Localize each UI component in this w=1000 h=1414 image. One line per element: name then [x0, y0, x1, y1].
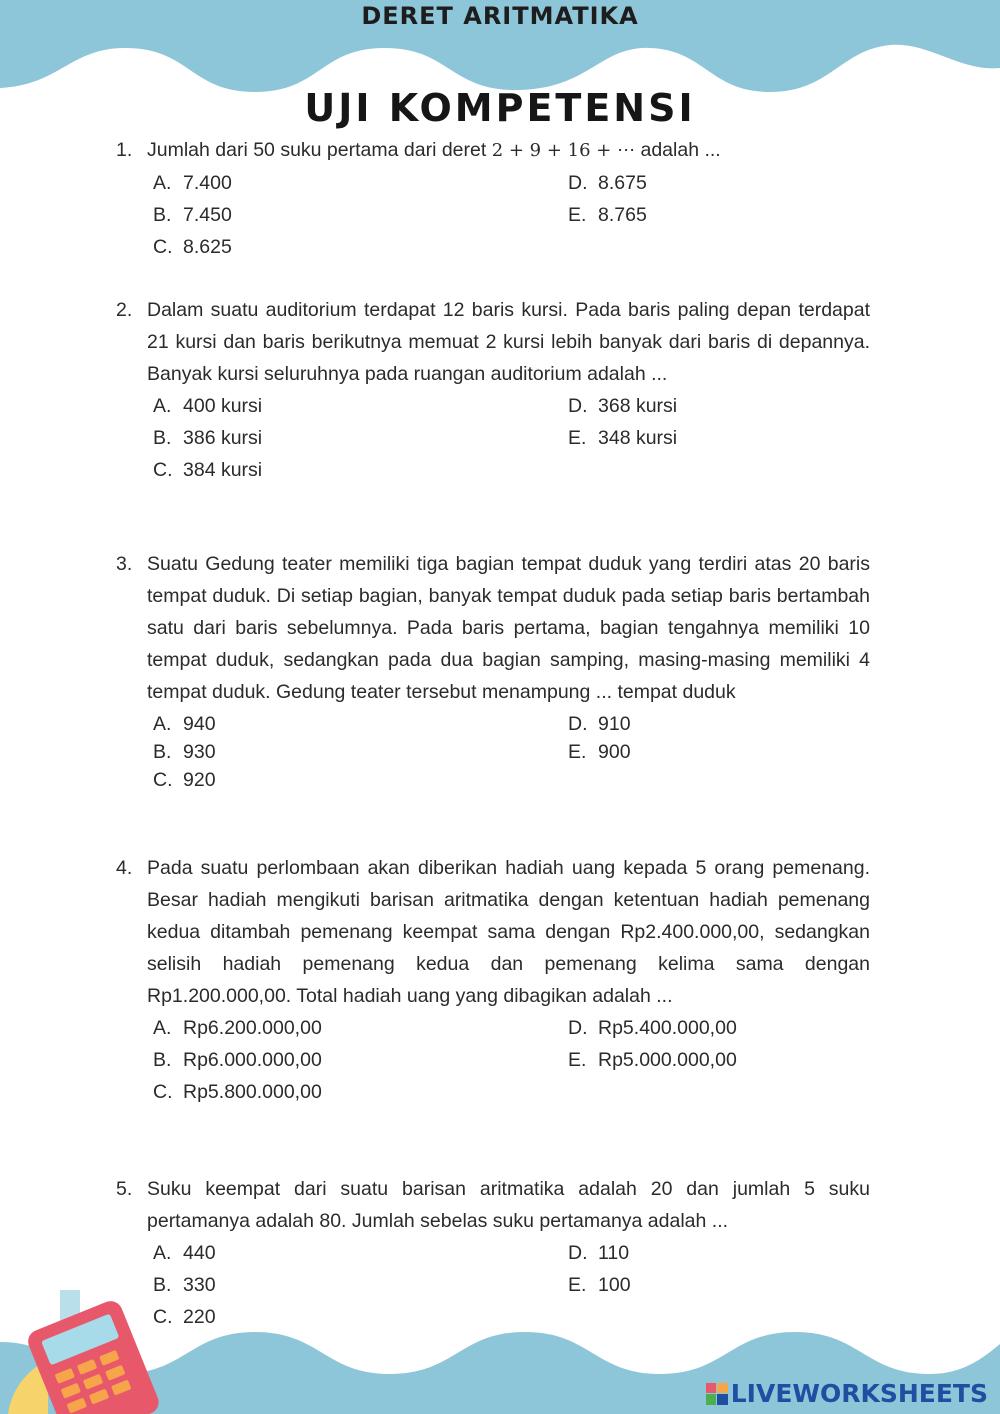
page-title: UJI KOMPETENSI: [304, 86, 696, 130]
option-b[interactable]: B. 930: [153, 741, 216, 763]
option-b[interactable]: B. Rp6.000.000,00: [153, 1049, 322, 1071]
question-number: 2.: [116, 299, 133, 321]
option-c[interactable]: C. 220: [153, 1306, 216, 1328]
question-number: 1.: [116, 139, 133, 161]
option-c[interactable]: C. 384 kursi: [153, 459, 263, 481]
option-d[interactable]: D. Rp5.400.000,00: [568, 1017, 737, 1039]
option-e[interactable]: E. 348 kursi: [568, 427, 678, 449]
series-expression: 2 + 9 + 16 + ⋯: [491, 140, 636, 161]
option-b[interactable]: B. 7.450: [153, 204, 232, 226]
option-a[interactable]: A. 440: [153, 1242, 216, 1264]
subject-heading: DERET ARITMATIKA: [361, 2, 639, 30]
question-text: Suatu Gedung teater memiliki tiga bagian tempat duduk yang terdiri atas 20 baris tempat duduk. Di setiap bagian, banyak tempat duduk pada setiap baris bertambah satu dari baris sebelumnya. Pada baris pertama, bagian tengahnya memiliki 10 tempat duduk, sedangkan pada dua bagian samping, masing-masing memiliki 4 tempat duduk. Gedung teater tersebut menampung ... tempat duduk: [147, 553, 870, 703]
liveworksheets-logo[interactable]: [706, 1379, 988, 1408]
option-a[interactable]: A. Rp6.200.000,00: [153, 1017, 322, 1039]
option-d[interactable]: D. 910: [568, 713, 631, 735]
question-3: [116, 548, 870, 792]
option-e[interactable]: E. 100: [568, 1274, 631, 1296]
answer-options: [153, 167, 870, 263]
option-c[interactable]: C. Rp5.800.000,00: [153, 1081, 322, 1103]
calculator-illustration: [8, 1290, 178, 1414]
answer-options: [153, 1012, 870, 1108]
option-d[interactable]: D. 110: [568, 1242, 630, 1264]
option-e[interactable]: E. 900: [568, 741, 631, 763]
question-text: Suku keempat dari suatu barisan aritmatika adalah 20 dan jumlah 5 suku pertamanya adalah 80. Jumlah sebelas suku pertamanya adalah ...: [147, 1178, 870, 1232]
option-c[interactable]: C. 920: [153, 769, 216, 791]
option-a[interactable]: A. 400 kursi: [153, 395, 263, 417]
question-text: Dalam suatu auditorium terdapat 12 baris kursi. Pada baris paling depan terdapat 21 kursi dan baris berikutnya memuat 2 kursi lebih banyak dari baris di depannya. Banyak kursi seluruhnya pada ruangan auditorium adalah ...: [147, 299, 870, 385]
answer-options: [153, 390, 870, 486]
option-b[interactable]: B. 386 kursi: [153, 427, 263, 449]
option-a[interactable]: A. 7.400: [153, 172, 232, 194]
option-a[interactable]: A. 940: [153, 713, 216, 735]
option-e[interactable]: E. Rp5.000.000,00: [568, 1049, 737, 1071]
option-d[interactable]: D. 368 kursi: [568, 395, 678, 417]
answer-options: [153, 708, 870, 792]
question-text: Pada suatu perlombaan akan diberikan hadiah uang kepada 5 orang pemenang. Besar hadiah mengikuti barisan aritmatika dengan ketentuan hadiah pemenang kedua ditambah pemenang keempat sama dengan Rp2.400.000,00, sedangkan selisih hadiah pemenang kedua dan pemenang kelima sama dengan Rp1.200.000,00. Total hadiah uang yang dibagikan adalah ...: [147, 857, 870, 1007]
question-4: [116, 852, 870, 1108]
brand-name: LIVEWORKSHEETS: [730, 1379, 988, 1408]
question-number: 5.: [116, 1178, 133, 1200]
question-2: [116, 294, 870, 486]
question-1: [116, 134, 870, 263]
question-text: Jumlah dari 50 suku pertama dari deret 2 + 9 + 16 + ⋯ adalah ...: [147, 139, 721, 161]
question-number: 4.: [116, 857, 133, 879]
question-number: 3.: [116, 553, 133, 575]
option-b[interactable]: B. 330: [153, 1274, 216, 1296]
option-e[interactable]: E. 8.765: [568, 204, 647, 226]
option-c[interactable]: C. 8.625: [153, 236, 232, 258]
liveworksheets-logo-icon: [706, 1383, 728, 1405]
option-d[interactable]: D. 8.675: [568, 172, 647, 194]
